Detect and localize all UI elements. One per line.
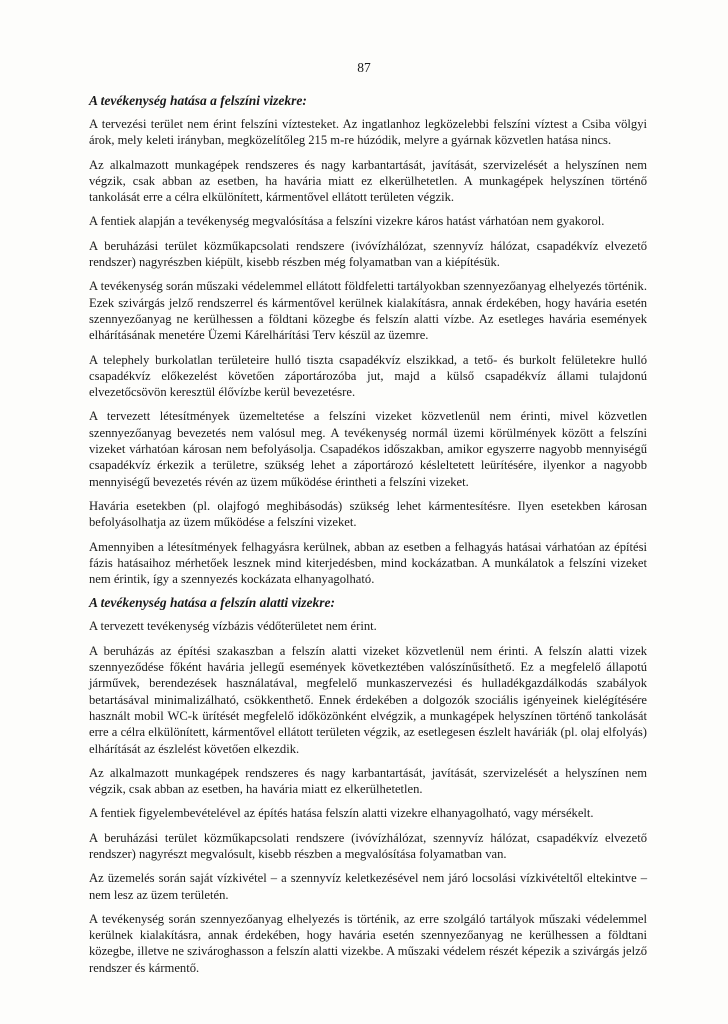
page-number: 87 [357, 60, 371, 75]
paragraph: A fentiek alapján a tevékenység megvalósítása a felszíni vizekre káros hatást várhatóan nem gyakorol. [89, 214, 605, 229]
paragraph: A tervezett tevékenység vízbázis védőterületet nem érint. [89, 619, 377, 634]
paragraph: A tervezett létesítmények üzemeltetése a felszíni vizeket közvetlenül nem érinti, mivel közvetlen szennyezőanyag bevezetés nem valósul meg. A tevékenység normál üzemi körülmények között a felszíni vizeket várhatóan károsan nem befolyásolja. Csapadékos időszakban, amikor egyszerre nagyobb mennyiségű csapadékvíz érkezik a területre, szükség lehet a záportározó késleltetett leürítésére, ilyenkor a nagyobb mennyiségű bevezetés révén az üzem működése érintheti a felszíni vizeket. [89, 409, 647, 489]
paragraph: Havária esetekben (pl. olajfogó meghibásodás) szükség lehet kármentesítésre. Ilyen esetekben károsan befolyásolhatja az üzem működése a felszíni vizeket. [89, 498, 647, 530]
paragraph: A beruházási terület közműkapcsolati rendszere (ivóvízhálózat, szennyvíz hálózat, csapadékvíz elvezető rendszer) nagyrészben kiépült, kisebb részben még folyamatban van a kiépítésük. [89, 238, 647, 270]
paragraph: A telephely burkolatlan területeire hulló tiszta csapadékvíz elszikkad, a tető- és burkolt felületekre hulló csapadékvíz előkezelést követően záportározóba jut, majd a külső csapadékvíz állami tulajdonú elvezetőcsövön keresztül élővízbe kerül bevezetésre. [89, 352, 647, 400]
paragraph: A fentiek figyelembevételével az építés hatása felszín alatti vizekre elhanyagolható, vagy mérsékelt. [89, 806, 594, 821]
paragraph: A beruházási terület közműkapcsolati rendszere (ivóvízhálózat, szennyvíz hálózat, csapadékvíz elvezető rendszer) nagyrészt megvalósult, kisebb részben a megvalósítása folyamatban van. [89, 830, 647, 861]
paragraph: Amennyiben a létesítmények felhagyásra kerülnek, abban az esetben a felhagyás hatásai várhatóan az építési fázis hatásaihoz mérhetőek lesznek mind kiterjedésben, mind kockázatban. A munkálatok a felszíni vizeket nem érintik, így a szennyezés kockázata elhanyagolható. [89, 539, 647, 587]
paragraph: A tervezési terület nem érint felszíni víztesteket. Az ingatlanhoz legközelebbi felszíni víztest a Csiba völgyi árok, mely keleti irányban, megközelítőleg 215 m-re húzódik, melyre a gyárnak közvetlen hatása nincs. [89, 117, 647, 148]
paragraph: Az üzemelés során saját vízkivétel – a szennyvíz keletkezésével nem járó locsolási vízkivételtől eltekintve – nem lesz az üzem területén. [89, 871, 647, 902]
paragraph: A tevékenység során szennyezőanyag elhelyezés is történik, az erre szolgáló tartályok műszaki védelemmel kerülnek kialakításra, annak érdekében, hogy havária esetén szennyezőanyag ne kerülhessen a földtani közegbe, illetve ne szivároghasson a felszín alatti vizekbe. A műszaki védelem részét képezik a szivárgás jelző rendszer és kármentő. [89, 911, 647, 975]
section-heading-surface-water: A tevékenység hatása a felszíni vizekre: [89, 93, 307, 108]
paragraph: A tevékenység során műszaki védelemmel ellátott földfeletti tartályokban szennyezőanyag elhelyezés történik. Ezek szivárgás jelző rendszerrel és kármentővel kerülnek kialakításra, annak érdekében, hogy havária esetén szennyezőanyag ne kerülhessen a földtani közegbe és felszín alatti vízbe. Az esetleges havária események elhárításának menetére Üzemi Kárelhárítási Terv készül az üzemre. [89, 279, 647, 343]
paragraph: A beruházás az építési szakaszban a felszín alatti vizeket közvetlenül nem érinti. A felszín alatti vizek szennyeződése főként havária jellegű események következtében valószínűsíthető. Ez a megfelelő állapotú járművek, berendezések használatával, megfelelő munkaszervezési és hulladékgazdálkodás szabályok betartásával minimalizálható, csökkenthető. Ennek érdekében a dolgozók szociális igényeinek kielégítésére használt mobil WC-k ürítését megfelelő időközönként elvégzik, a munkagépek helyszínen történő tankolását erre a célra elkülönített, kármentővel ellátott területen végzik, az esetlegesen észlelt haváriák (pl. olaj elfolyás) elhárítását az észlelést követően elkezdik. [89, 643, 647, 756]
paragraph: Az alkalmazott munkagépek rendszeres és nagy karbantartását, javítását, szervizelését a helyszínen nem végzik, csak abban az esetben, ha havária miatt ez elkerülhetetlen. [89, 765, 647, 797]
document-body [89, 93, 647, 984]
section-heading-groundwater: A tevékenység hatása a felszín alatti vizekre: [89, 595, 335, 611]
paragraph: Az alkalmazott munkagépek rendszeres és nagy karbantartását, javítását, szervizelését a helyszínen nem végzik, csak abban az esetben, ha havária miatt ez elkerülhetetlen. A munkagépek helyszínen történő tankolását erre a célra elkülönített, kármentővel ellátott területen végzik. [89, 157, 647, 205]
